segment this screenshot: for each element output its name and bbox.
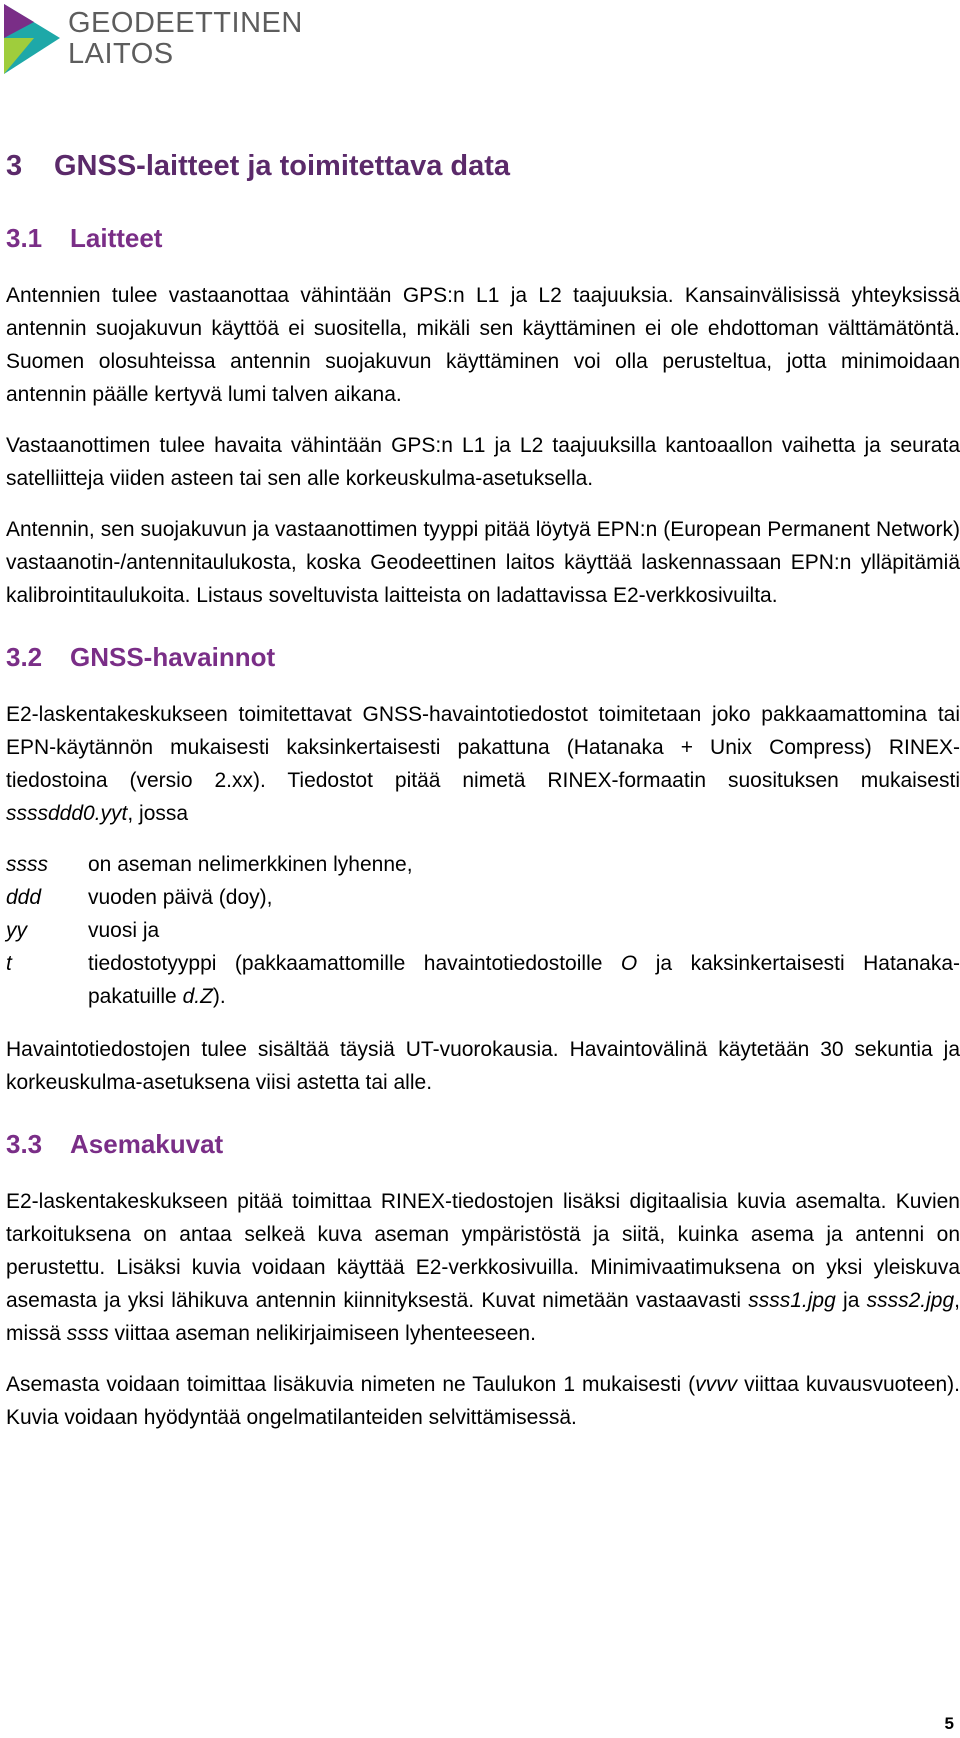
text-run: viittaa kuvausvuoteen). Kuvia voidaan hyödyntää ongelmatilanteiden selvittämisessä. bbox=[6, 1373, 960, 1429]
heading-section-3-2 bbox=[6, 640, 960, 674]
heading-text: Laitteet bbox=[70, 223, 163, 253]
logo-mark-icon bbox=[4, 4, 60, 74]
paragraph bbox=[6, 1368, 960, 1434]
paragraph bbox=[6, 1185, 960, 1350]
heading-number: 3.3 bbox=[6, 1129, 43, 1159]
paragraph: Havaintotiedostojen tulee sisältää täysiä UT-vuorokausia. Havaintovälinä käytetään 30 sekuntia ja korkeuskulma-asetuksena viisi astetta tai alle. bbox=[6, 1038, 960, 1094]
page-number: 5 bbox=[944, 1714, 954, 1733]
text-run: ja bbox=[835, 1289, 867, 1312]
definition-desc: vuosi ja bbox=[88, 919, 160, 942]
text-run: , jossa bbox=[127, 802, 189, 825]
text-run: d.Z bbox=[182, 985, 213, 1008]
definition-desc: vuoden päivä (doy), bbox=[88, 886, 273, 909]
heading-section-3-1 bbox=[6, 221, 960, 255]
text-run: tiedostotyyppi (pakkaamattomille havaintotiedostoille bbox=[88, 952, 621, 975]
heading-number: 3 bbox=[6, 150, 23, 182]
filename-pattern: ssssddd0.yyt bbox=[6, 802, 128, 825]
logo-line-2: LAITOS bbox=[68, 38, 174, 70]
text-run: ssss bbox=[66, 1322, 109, 1345]
definition-term: t bbox=[6, 952, 12, 975]
definition-term: ssss bbox=[6, 853, 48, 876]
text-run: ja kaksinkertaisesti Hatanaka-pakatuille bbox=[88, 952, 960, 1008]
heading-text: GNSS-laitteet ja toimitettava data bbox=[54, 150, 511, 182]
heading-number: 3.1 bbox=[6, 223, 43, 253]
paragraph: Antennien tulee vastaanottaa vähintään GPS:n L1 ja L2 taajuuksia. Kansainvälisissä yhteyksissä antennin suojakuvun käyttöä ei suositella, mikäli sen käyttäminen ei ole ehdottoman välttämätöntä. Suomen olosuhteissa antennin suojakuvun käyttäminen voi olla perusteltua, jotta minimoidaan antennin päälle kertyvä lumi talven aikana. bbox=[6, 284, 960, 406]
paragraph: Antennin, sen suojakuvun ja vastaanottimen tyyppi pitää löytyä EPN:n (European Permanent Network) vastaanotin-/antennitaulukosta, koska Geodeettinen laitos käyttää laskennassaan EPN:n ylläpitämiä kalibrointitaulukoita. Listaus soveltuvista laitteista on ladattavissa E2-verkkosivuilta. bbox=[6, 518, 960, 607]
definition-term: yy bbox=[6, 919, 27, 942]
heading-section-3 bbox=[6, 148, 960, 184]
text-run: , missä bbox=[6, 1289, 960, 1345]
text-run: Asemasta voidaan toimittaa lisäkuvia nimeten ne Taulukon 1 mukaisesti ( bbox=[6, 1373, 696, 1396]
text-run: ). bbox=[212, 985, 226, 1008]
text-run: O bbox=[620, 952, 638, 975]
text-run: viittaa aseman nelikirjaimiseen lyhenteeseen. bbox=[108, 1322, 536, 1345]
heading-text: GNSS-havainnot bbox=[70, 642, 276, 672]
logo-line-1: GEODEETTINEN bbox=[68, 7, 303, 39]
paragraph: Vastaanottimen tulee havaita vähintään GPS:n L1 ja L2 taajuuksilla kantoaallon vaihetta ja seurata satelliitteja viiden asteen tai sen alle korkeuskulma-asetuksella. bbox=[6, 434, 960, 490]
definition-list bbox=[6, 848, 960, 1013]
definition-term: ddd bbox=[6, 886, 42, 909]
heading-section-3-3 bbox=[6, 1127, 960, 1161]
text-run: vvvv bbox=[695, 1373, 738, 1396]
definition-desc: on aseman nelimerkkinen lyhenne, bbox=[88, 853, 413, 876]
definition-desc bbox=[88, 947, 960, 1013]
geodeettinen-laitos-logo bbox=[4, 4, 303, 80]
logo-wordmark bbox=[68, 8, 303, 70]
filename: ssss1.jpg bbox=[748, 1289, 836, 1312]
heading-text: Asemakuvat bbox=[70, 1129, 224, 1159]
filename: ssss2.jpg bbox=[866, 1289, 955, 1312]
heading-number: 3.2 bbox=[6, 642, 43, 672]
paragraph bbox=[6, 698, 960, 830]
text-run: E2-laskentakeskukseen pitää toimittaa RINEX-tiedostojen lisäksi digitaalisia kuvia asemalta. Kuvien tarkoituksena on antaa selkeä kuva aseman ympäristöstä ja siitä, kuinka asema ja antenni on perustettu. Lisäksi kuvia voidaan käyttää E2-verkkosivuilla. Minimivaatimuksena on yksi yleiskuva asemasta ja yksi lähikuva antennin kiinnityksestä. Kuvat nimetään vastaavasti bbox=[6, 1190, 960, 1312]
text-run: E2-laskentakeskukseen toimitettavat GNSS-havaintotiedostot toimitetaan joko pakkaamattomina tai EPN-käytännön mukaisesti kaksinkertaisesti pakattuna (Hatanaka + Unix Compress) RINEX-tiedostoina (versio 2.xx). Tiedostot pitää nimetä RINEX-formaatin suosituksen mukaisesti bbox=[6, 703, 960, 792]
document-body bbox=[6, 148, 960, 1434]
